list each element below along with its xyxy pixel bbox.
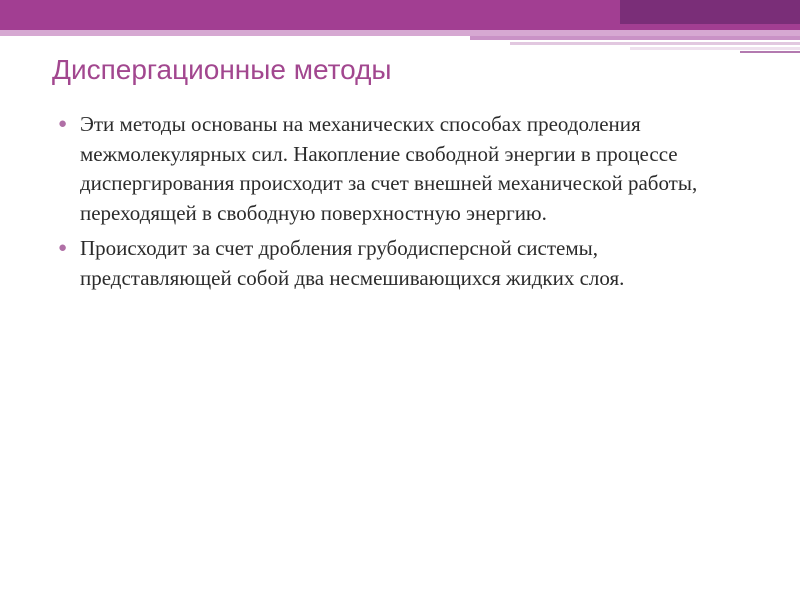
slide-title: Диспергационные методы — [52, 54, 392, 85]
bullet-item — [52, 110, 752, 228]
bullet-text: Происходит за счет дробления грубодисперсной системы, представляющей собой два несмешивающихся жидких слоя. — [80, 236, 625, 290]
bullet-item — [52, 234, 752, 293]
header-decorative-lines — [470, 36, 800, 54]
decorative-line — [470, 36, 800, 40]
decorative-line — [510, 42, 800, 45]
decorative-line — [740, 51, 800, 53]
decorative-line — [630, 47, 800, 50]
bullet-text: Эти методы основаны на механических способах преодоления межмолекулярных сил. Накопление свободной энергии в процессе диспергирования происходит за счет внешней механической работы, переходящей в свободную поверхностную энергию. — [80, 112, 698, 225]
bullet-dot-icon: ● — [58, 240, 68, 256]
bullet-list — [52, 110, 752, 299]
bullet-dot-icon: ● — [58, 116, 68, 132]
header-band-accent — [620, 0, 800, 24]
